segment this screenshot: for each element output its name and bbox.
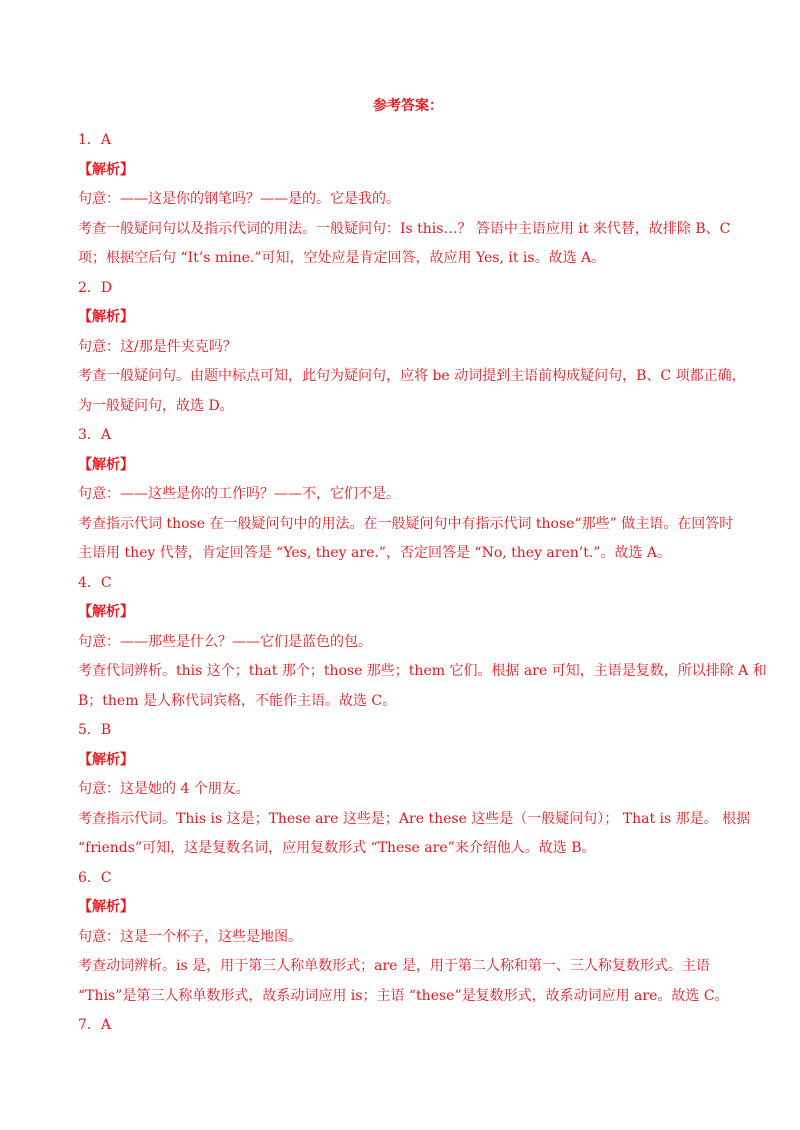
analysis-label: 【解析】 [78, 899, 134, 915]
explanation-line: 句意：这/那是件夹克吗？ [78, 338, 237, 355]
question-answer: 6．C [78, 869, 112, 886]
question-answer: 5．B [78, 722, 112, 738]
analysis-label: 【解析】 [78, 161, 134, 178]
explanation-line: 考查代词辨析。this 这个；that 那个；those 那些；them 它们。根据 are 可知，主语是复数，所以排除 A 和 [78, 663, 767, 679]
answer-page [78, 96, 767, 1041]
explanation-line: “friends”可知，这是复数名词，应用复数形式 “These are”来介绍他人。故选 B。 [78, 840, 596, 856]
explanation-line: 句意：这是一个杯子，这些是地图。 [78, 928, 302, 945]
analysis-label: 【解析】 [78, 456, 134, 473]
explanation-line: 考查动词辨析。is 是，用于第三人称单数形式；are 是，用于第二人称和第一、三人称复数形式。主语 [78, 958, 710, 974]
question-answer: 2．D [78, 279, 113, 296]
analysis-label: 【解析】 [78, 604, 134, 620]
question-answer: 4．C [78, 574, 112, 591]
explanation-line: 考查指示代词 those 在一般疑问句中的用法。在一般疑问句中有指示代词 those“那些” 做主语。在回答时 [78, 515, 734, 532]
explanation-line: 考查指示代词。This is 这是；These are 这些是；Are these 这些是（一般疑问句）； That is 那是。 根据 [78, 810, 751, 827]
explanation-line: 句意：这是她的 4 个朋友。 [78, 781, 250, 797]
explanation-line: B；them 是人称代词宾格，不能作主语。故选 C。 [78, 692, 397, 709]
explanation-line: 为一般疑问句，故选 D。 [78, 397, 234, 414]
page-title: 参考答案： [373, 98, 443, 114]
analysis-label: 【解析】 [78, 751, 134, 768]
explanation-line: 考查一般疑问句以及指示代词的用法。一般疑问句：Is this…？ 答语中主语应用 it 来代替，故排除 B、C [78, 220, 731, 237]
explanation-line: 项；根据空后句 “It’s mine.”可知，空处应是肯定回答，故应用 Yes, it is。故选 A。 [78, 250, 606, 266]
explanation-line: “This”是第三人称单数形式，故系动词应用 is；主语 “these”是复数形式，故系动词应用 are。故选 C。 [78, 987, 729, 1004]
question-answer: 3．A [78, 427, 112, 443]
explanation-line: 句意：——那些是什么？——它们是蓝色的包。 [78, 633, 372, 650]
explanation-line: 句意：——这是你的钢笔吗？——是的。它是我的。 [78, 191, 400, 207]
explanation-line: 句意：——这些是你的工作吗？——不，它们不是。 [78, 486, 400, 502]
explanation-line: 主语用 they 代替，肯定回答是 “Yes, they are.”，否定回答是 “No, they aren’t.”。故选 A。 [78, 545, 672, 561]
analysis-label: 【解析】 [78, 309, 134, 325]
answer-lines [78, 126, 767, 1041]
question-answer: 7．A [78, 1017, 112, 1033]
question-answer: 1．A [78, 132, 112, 148]
explanation-line: 考查一般疑问句。由题中标点可知，此句为疑问句，应将 be 动词提到主语前构成疑问句，B、C 项都正确， [78, 368, 746, 384]
